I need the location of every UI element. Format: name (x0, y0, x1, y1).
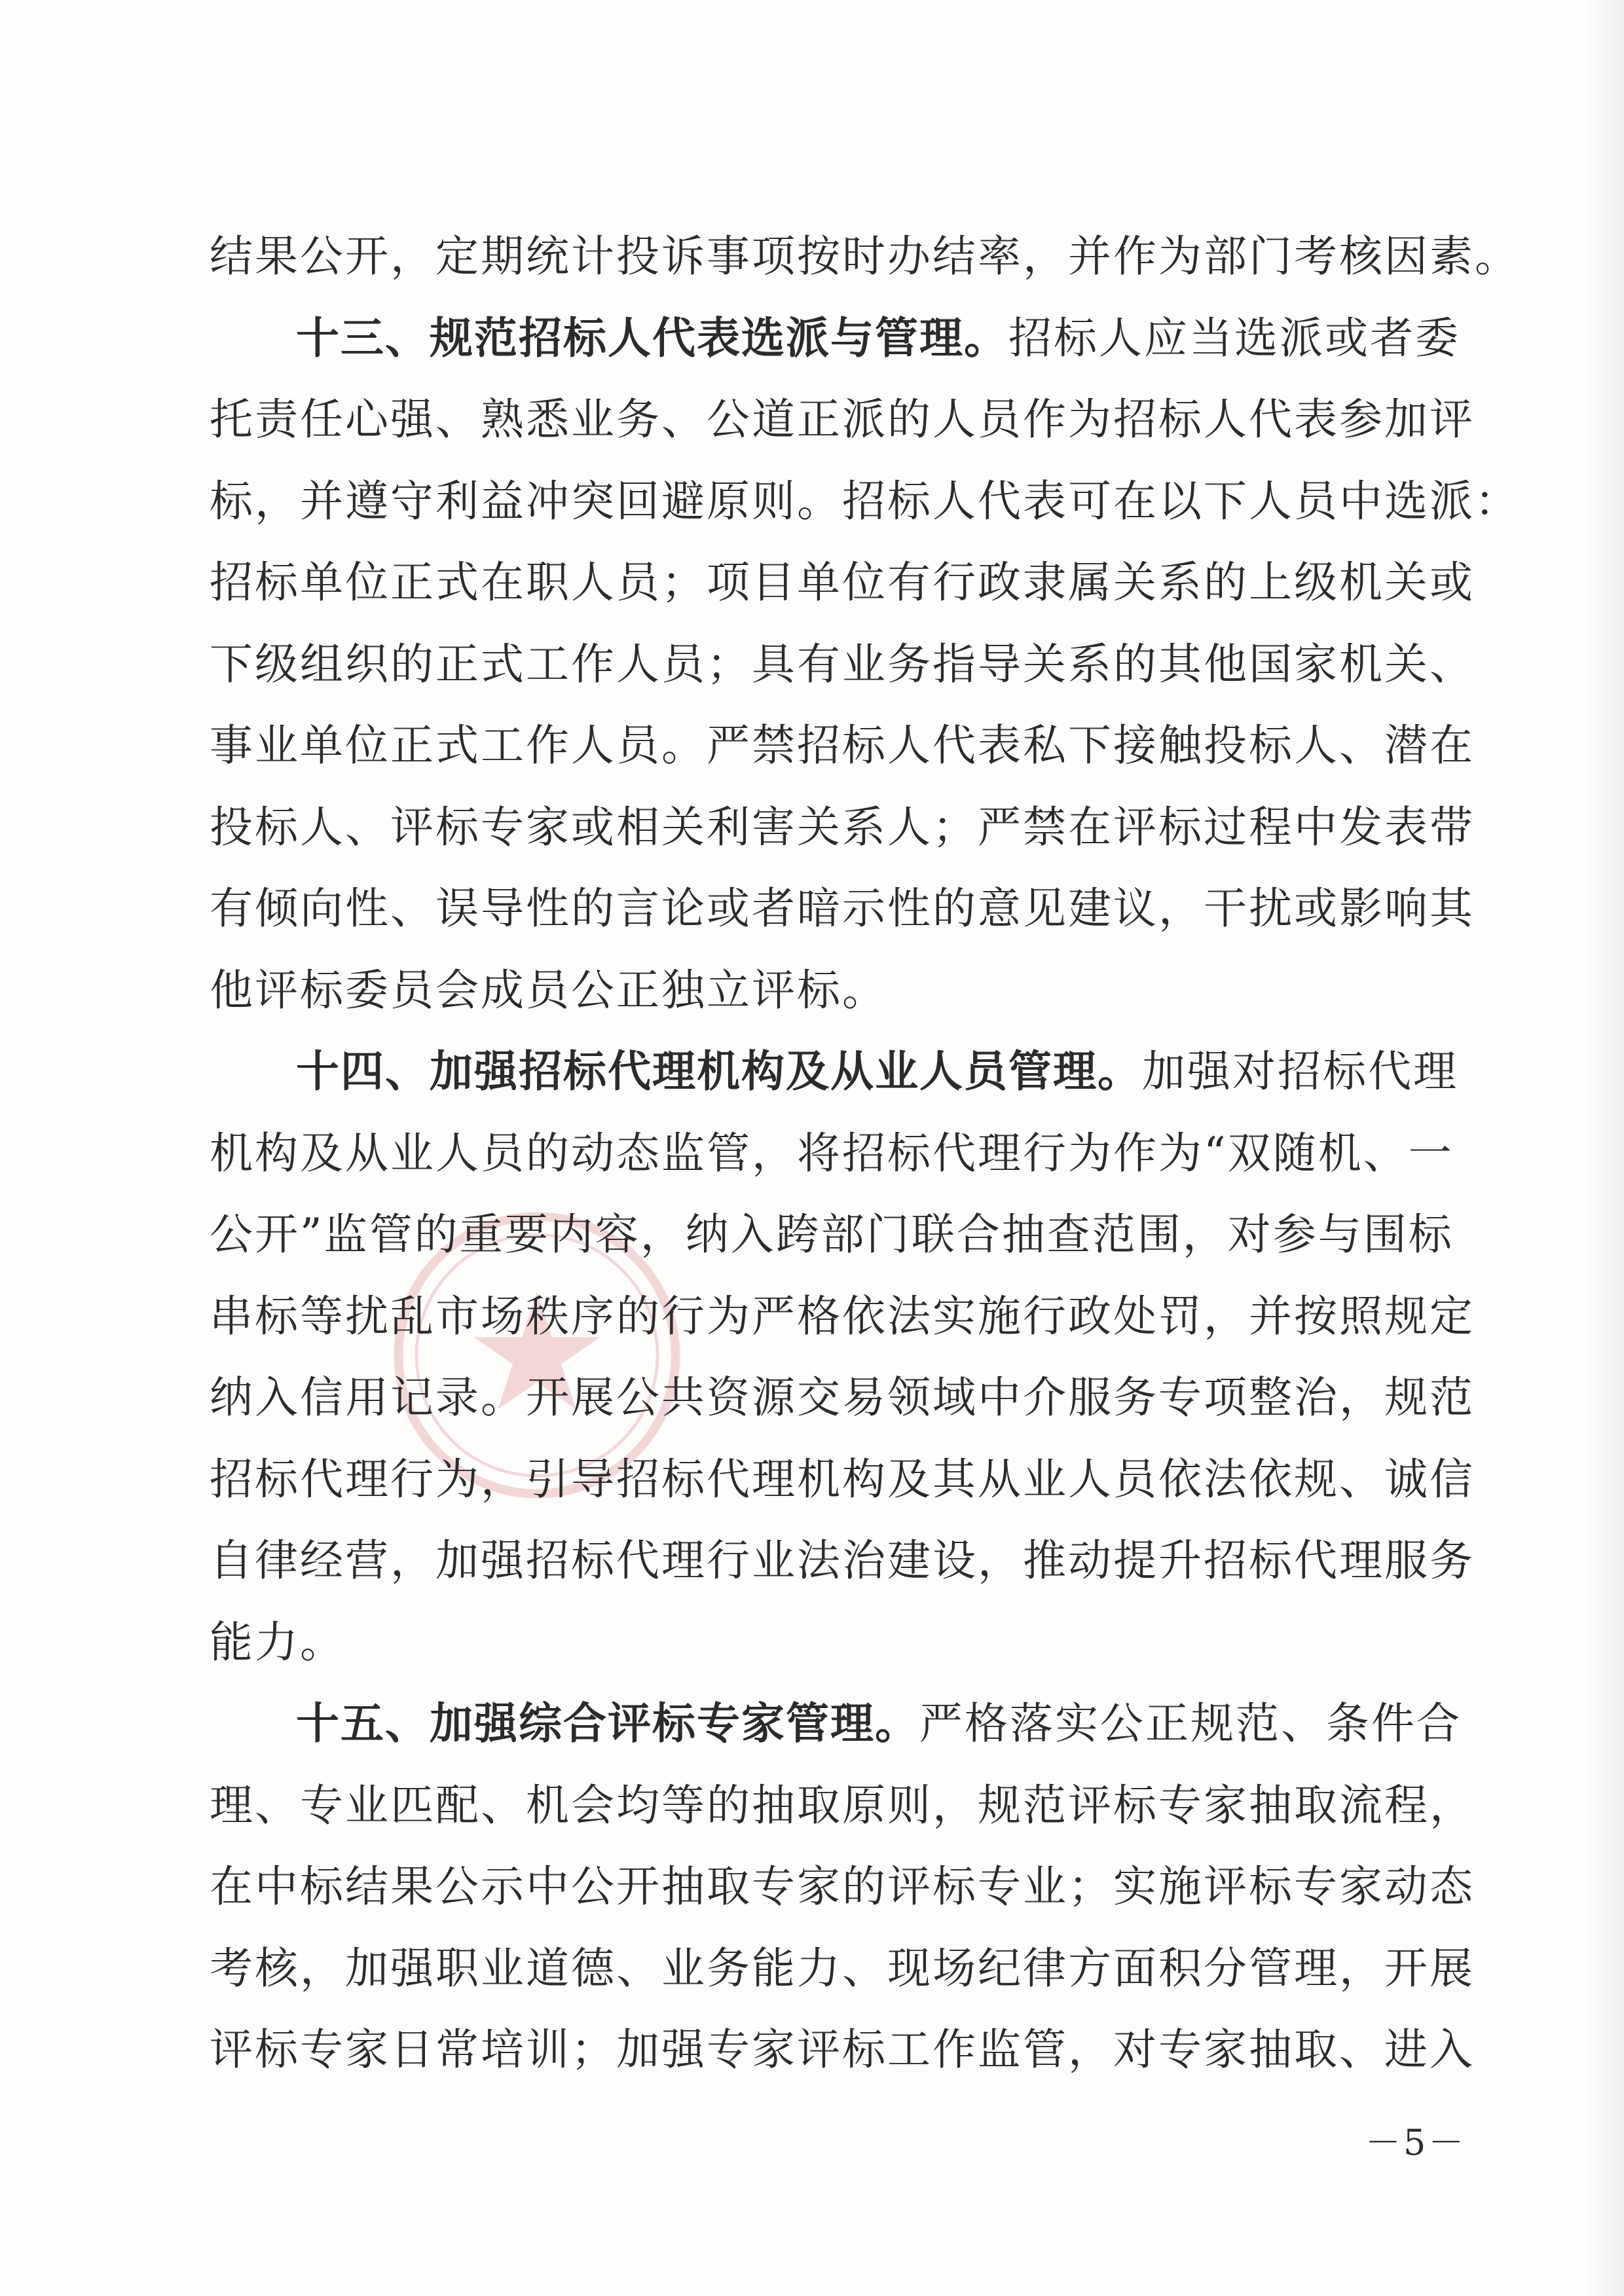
paragraph-1-line-2: 招标单位正式在职人员；项目单位有行政隶属关系的上级机关或 (210, 557, 1475, 608)
paragraph-1-first-line-rest: 招标人应当选派或者委 (1008, 312, 1460, 363)
paragraph-3-line-0: 理、专业匹配、机会均等的抽取原则，规范评标专家抽取流程， (210, 1779, 1475, 1831)
paragraph-2-line-3: 纳入信用记录。开展公共资源交易领域中介服务专项整治，规范 (210, 1372, 1475, 1423)
paragraph-1-line-4: 事业单位正式工作人员。严禁招标人代表私下接触投标人、潜在 (210, 720, 1475, 771)
paragraph-1-line-0: 托责任心强、熟悉业务、公道正派的人员作为招标人代表参加评 (210, 394, 1475, 445)
paragraph-2-line-0: 机构及从业人员的动态监管，将招标代理行为作为“双随机、一 (210, 1127, 1454, 1178)
paragraph-1-first-line (210, 298, 1460, 380)
paragraph-2-line-4: 招标代理行为，引导招标代理机构及其从业人员依法依规、诚信 (210, 1453, 1475, 1504)
paragraph-3-first-line-rest: 严格落实公正规范、条件合 (919, 1698, 1462, 1749)
scan-edge-shadow (1585, 0, 1624, 2296)
paragraph-0-line-0: 结果公开，定期统计投诉事项按时办结率，并作为部门考核因素。 (210, 231, 1520, 282)
paragraph-2-first-line (210, 1031, 1458, 1113)
paragraph-2-line-6: 能力。 (210, 1616, 345, 1667)
paragraph-1-line-6: 有倾向性、误导性的言论或者暗示性的意见建议，干扰或影响其 (210, 883, 1475, 934)
paragraph-2-line-1: 公开”监管的重要内容，纳入跨部门联合抽查范围，对参与围标 (210, 1209, 1454, 1260)
paragraph-3-line-1: 在中标结果公示中公开抽取专家的评标专业；实施评标专家动态 (210, 1861, 1475, 1912)
paragraph-3-line-2: 考核，加强职业道德、业务能力、现场纪律方面积分管理，开展 (210, 1942, 1475, 1994)
paragraph-1-line-1: 标，并遵守利益冲突回避原则。招标人代表可在以下人员中选派： (210, 475, 1520, 526)
section-heading-13: 十三、规范招标人代表选派与管理。 (296, 312, 1008, 363)
paragraph-3-line-3: 评标专家日常培训；加强专家评标工作监管，对专家抽取、进入 (210, 2024, 1475, 2075)
section-heading-14: 十四、加强招标代理机构及从业人员管理。 (296, 1046, 1142, 1097)
paragraph-3-first-line (210, 1683, 1462, 1765)
paragraph-1-line-3: 下级组织的正式工作人员；具有业务指导关系的其他国家机关、 (210, 638, 1475, 689)
paragraph-1-line-7: 他评标委员会成员公正独立评标。 (210, 964, 887, 1015)
page-number: －5－ (1365, 2122, 1467, 2163)
paragraph-2-line-2: 串标等扰乱市场秩序的行为严格依法实施行政处罚，并按照规定 (210, 1290, 1475, 1341)
document-body (210, 216, 1520, 2091)
paragraph-2-line-5: 自律经营，加强招标代理行业法治建设，推动提升招标代理服务 (210, 1535, 1475, 1586)
paragraph-2-first-line-rest: 加强对招标代理 (1142, 1046, 1458, 1097)
section-heading-15: 十五、加强综合评标专家管理。 (296, 1698, 919, 1749)
paragraph-1-line-5: 投标人、评标专家或相关利害关系人；严禁在评标过程中发表带 (210, 801, 1475, 852)
